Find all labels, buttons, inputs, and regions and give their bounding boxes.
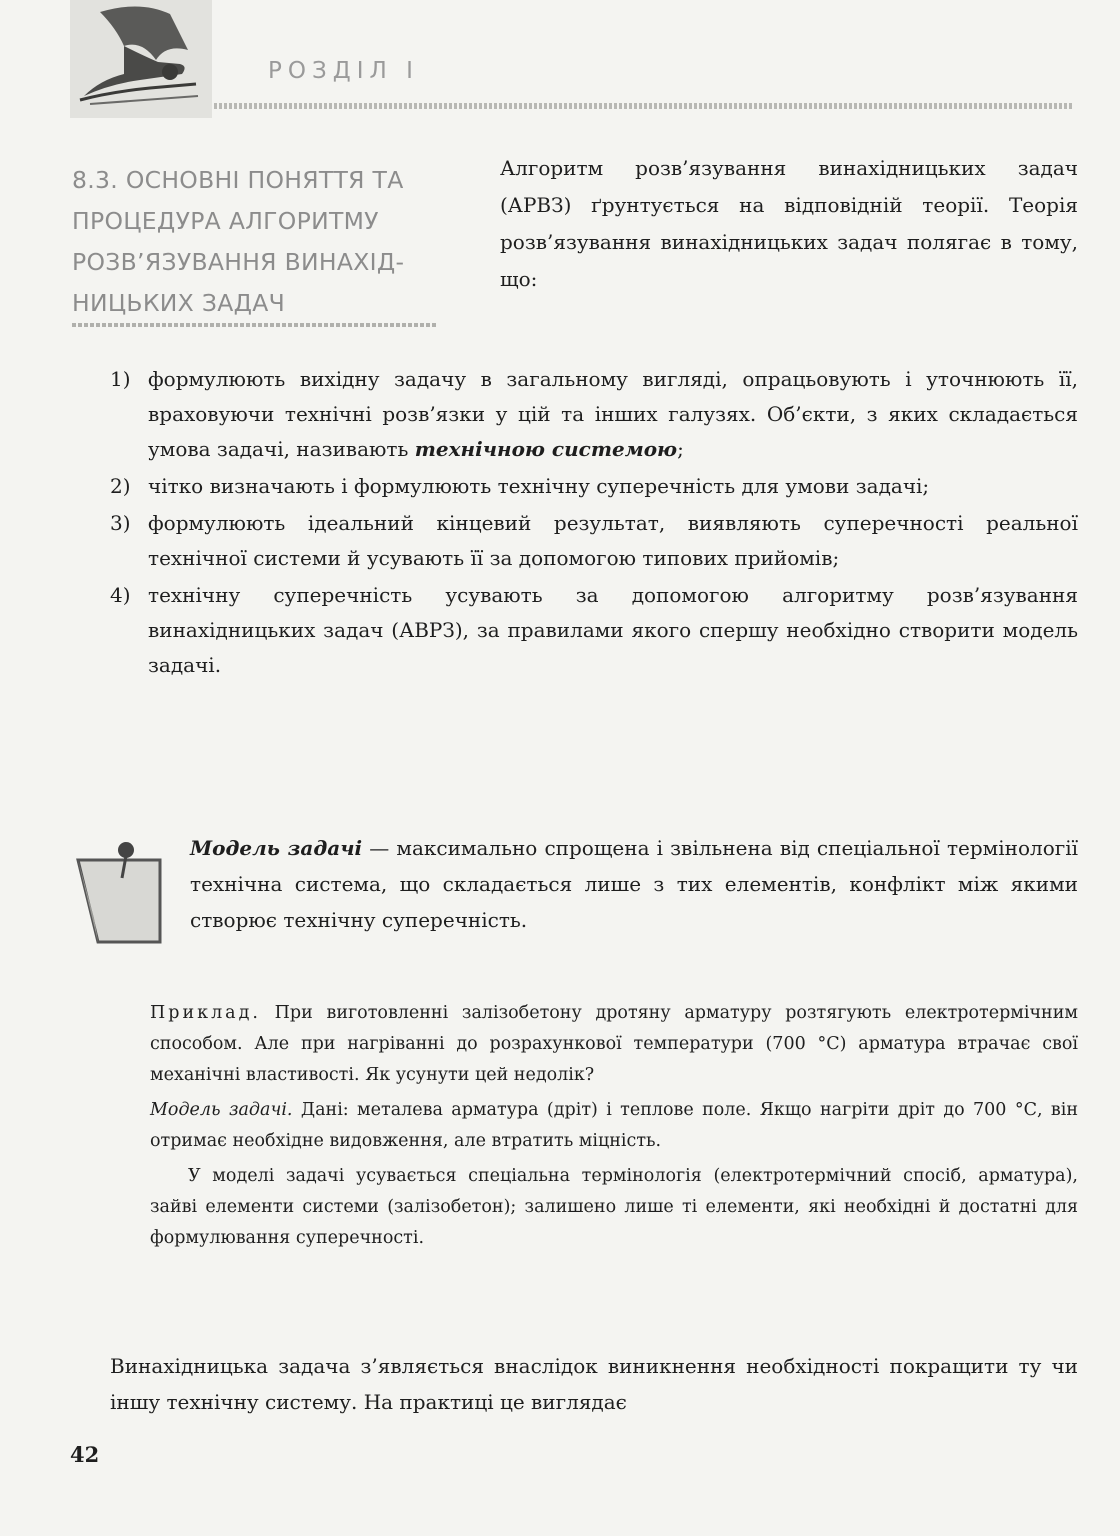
step-text: формулюють вихідну задачу в загальному вигляді, опрацьовують і уточнюють її, враховуючи технічні розв’язки у цій та інших галузях. Об’єкти, з яких складається умова задачі, називають технічною системою; <box>148 367 1078 461</box>
example-paragraph: Приклад. При виготовленні залізобетону дротяну арматуру розтягують електротермічним способом. Але при нагріванні до розрахункової температури (700 °С) арматура втрачає свої механічні властивості. Як усунути цей недолік? <box>150 1003 1078 1085</box>
section-heading: 8.3. ОСНОВНІ ПОНЯТТЯ ТА ПРОЦЕДУРА АЛГОРИТМУ РОЗВ’ЯЗУВАННЯ ВИНАХІД- НИЦЬКИХ ЗАДАЧ <box>72 166 405 317</box>
steps-list <box>110 362 1078 683</box>
intro-paragraph: Алгоритм розв’язування винахідницьких задач (АРВЗ) ґрунтується на відповідній теорії. Теорія розв’язування винахідницьких задач полягає в тому, що: <box>500 156 1078 291</box>
chapter-label: РОЗДІЛ І <box>268 58 419 84</box>
conclusion-paragraph: У моделі задачі усувається спеціальна термінологія (електротермічний спосіб, арматура), зайві елементи системи (залізобетон); залишено лише ті елементи, які необхідні й достатні для формулювання суперечності. <box>150 1166 1078 1248</box>
step-number: 1) <box>110 367 131 391</box>
definition-paragraph: Модель задачі — максимально спрощена і звільнена від спеціальної термінології технічна система, що складається лише з тих елементів, конфлікт між якими створює технічну суперечність. <box>190 836 1079 932</box>
list-item <box>110 506 1078 576</box>
list-item <box>110 362 1078 467</box>
model-paragraph: Модель задачі. Дані: металева арматура (дріт) і теплове поле. Якщо нагріти дріт до 700 °С, він отримає необхідне видовження, але втратить міцність. <box>150 1100 1078 1151</box>
step-text: формулюють ідеальний кінцевий результат, виявляють суперечності реальної технічної системи й усувають її за допомогою типових прийомів; <box>148 511 1078 570</box>
step-text: технічну суперечність усувають за допомогою алгоритму розв’язування винахідницьких задач (АВРЗ), за правилами якого спершу необхідно створити модель задачі. <box>148 583 1078 677</box>
term-technical-system: технічною системою <box>414 437 678 461</box>
model-label: Модель задачі. <box>150 1100 293 1120</box>
step-number: 2) <box>110 474 131 498</box>
ornithopter-illustration <box>70 0 212 118</box>
header-divider <box>214 101 1074 111</box>
list-item <box>110 469 1078 504</box>
list-item <box>110 578 1078 683</box>
step-text: чітко визначають і формулюють технічну суперечність для умови задачі; <box>148 474 930 498</box>
example-label: Приклад. <box>150 1003 261 1023</box>
heading-divider <box>72 322 437 328</box>
definition-term: Модель задачі <box>190 836 363 860</box>
pinned-note-icon <box>68 838 168 948</box>
step-number: 4) <box>110 583 131 607</box>
page-number: 42 <box>70 1442 100 1467</box>
final-paragraph: Винахідницька задача з’являється внаслідок виникнення необхідності покращити ту чи іншу технічну систему. На практиці це виглядає <box>110 1354 1078 1414</box>
step-number: 3) <box>110 511 131 535</box>
example-block <box>150 998 1078 1254</box>
